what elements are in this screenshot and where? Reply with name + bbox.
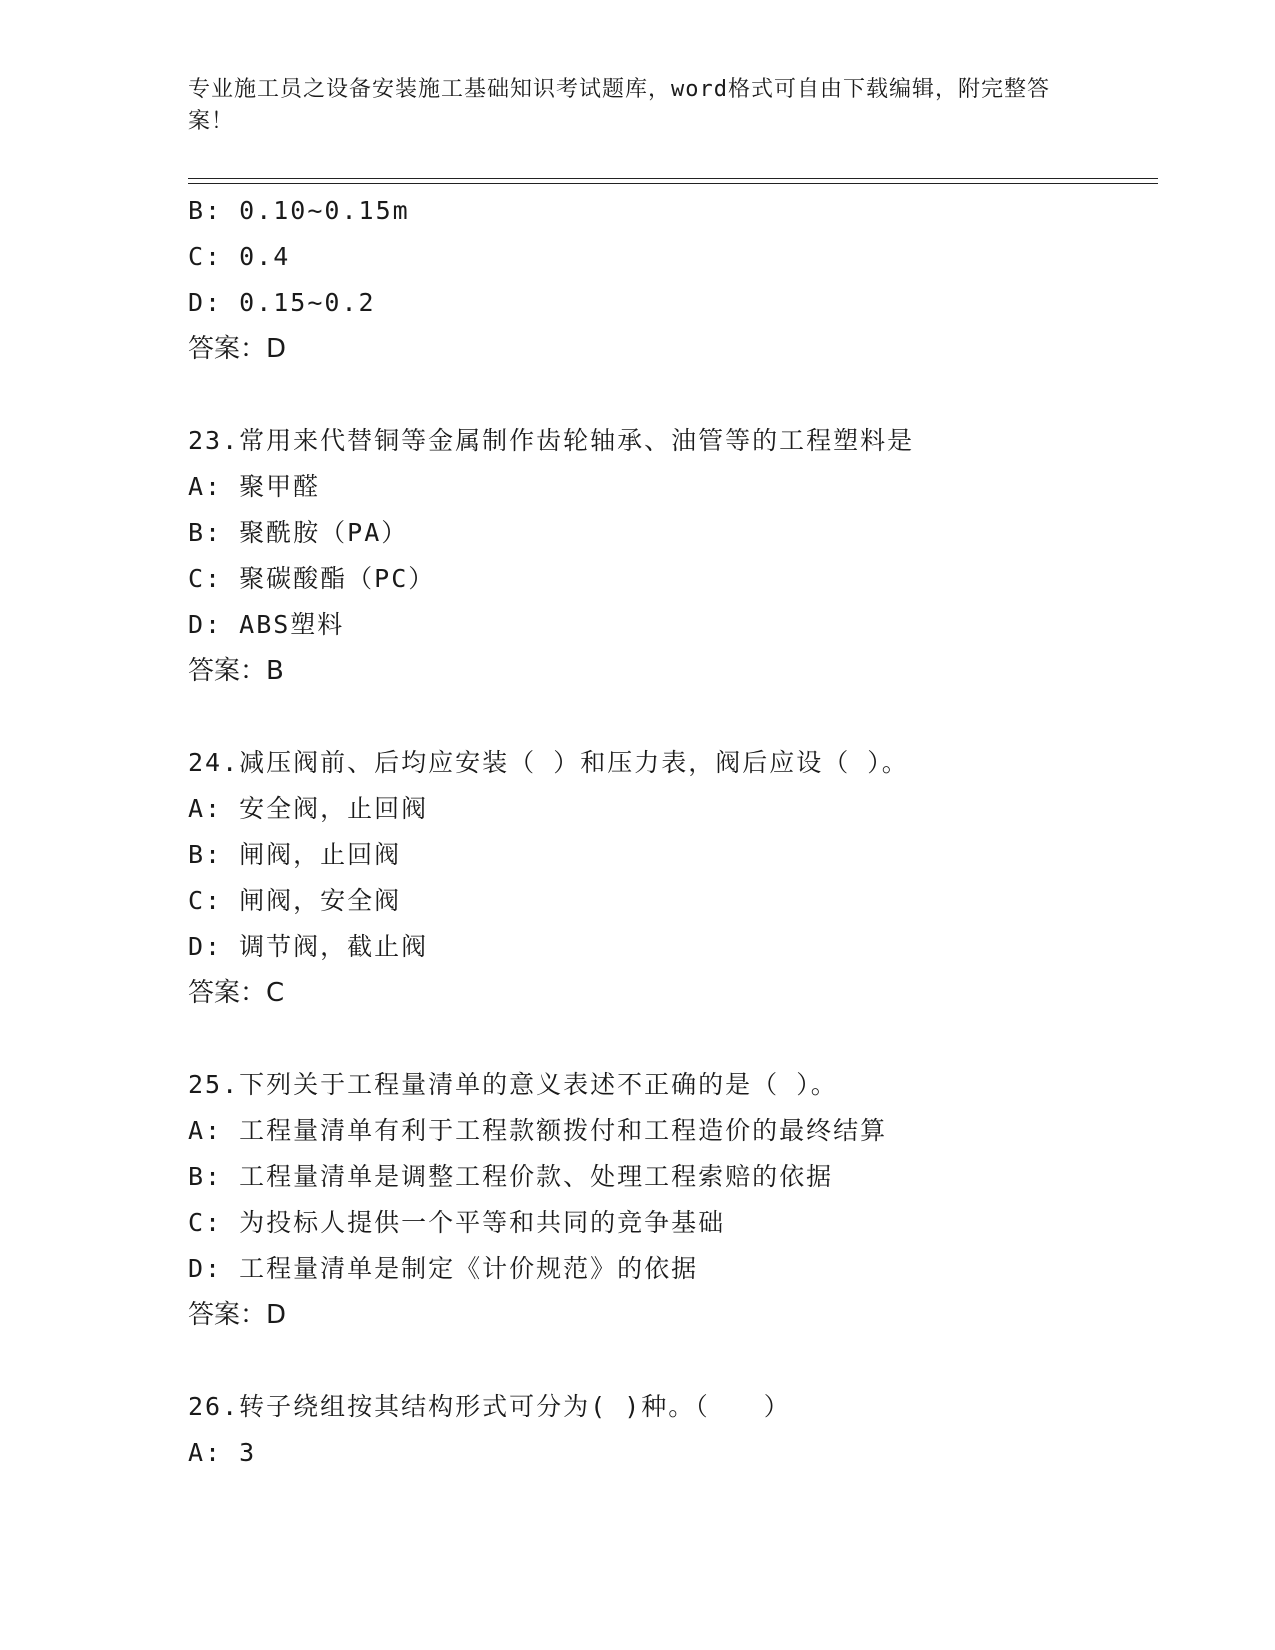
option-b: B: 0.10~0.15m [188, 196, 410, 225]
question-list [188, 188, 1148, 1476]
spacer [188, 372, 1148, 418]
spacer [188, 1338, 1148, 1384]
option-d: D: 0.15~0.2 [188, 288, 376, 317]
option-c: C: 为投标人提供一个平等和共同的竞争基础 [188, 1208, 726, 1237]
question-26 [188, 1384, 1148, 1476]
option-b: B: 工程量清单是调整工程价款、处理工程索赔的依据 [188, 1162, 834, 1191]
answer-line: 答案：D [188, 334, 287, 364]
option-c: C: 闸阀，安全阀 [188, 886, 402, 915]
option-b: B: 闸阀，止回阀 [188, 840, 402, 869]
option-d: D: 工程量清单是制定《计价规范》的依据 [188, 1254, 699, 1283]
document-header: 专业施工员之设备安装施工基础知识考试题库，word格式可自由下载编辑，附完整答案！ [188, 77, 1050, 134]
question-stem: 25.下列关于工程量清单的意义表述不正确的是（ ）。 [188, 1070, 838, 1099]
answer-line: 答案：B [188, 656, 284, 686]
question-22-continued [188, 188, 1148, 372]
header-divider-top [188, 178, 1158, 179]
option-c: C: 聚碳酸酯（PC） [188, 564, 436, 593]
answer-line: 答案：C [188, 978, 285, 1008]
question-24 [188, 740, 1148, 1016]
question-stem: 24.减压阀前、后均应安装（ ）和压力表，阀后应设（ ）。 [188, 748, 909, 777]
question-stem: 23.常用来代替铜等金属制作齿轮轴承、油管等的工程塑料是 [188, 426, 915, 455]
answer-line: 答案：D [188, 1300, 287, 1330]
question-23 [188, 418, 1148, 694]
option-b: B: 聚酰胺（PA） [188, 518, 409, 547]
header-divider-bottom [188, 183, 1158, 184]
spacer [188, 1016, 1148, 1062]
option-d: D: ABS塑料 [188, 610, 345, 639]
option-d: D: 调节阀，截止阀 [188, 932, 429, 961]
question-stem: 26.转子绕组按其结构形式可分为( )种。（ ） [188, 1392, 791, 1421]
option-a: A: 3 [188, 1438, 257, 1467]
option-a: A: 工程量清单有利于工程款额拨付和工程造价的最终结算 [188, 1116, 888, 1145]
question-25 [188, 1062, 1148, 1338]
option-c: C: 0.4 [188, 242, 291, 271]
option-a: A: 安全阀，止回阀 [188, 794, 429, 823]
option-a: A: 聚甲醛 [188, 472, 321, 501]
spacer [188, 694, 1148, 740]
